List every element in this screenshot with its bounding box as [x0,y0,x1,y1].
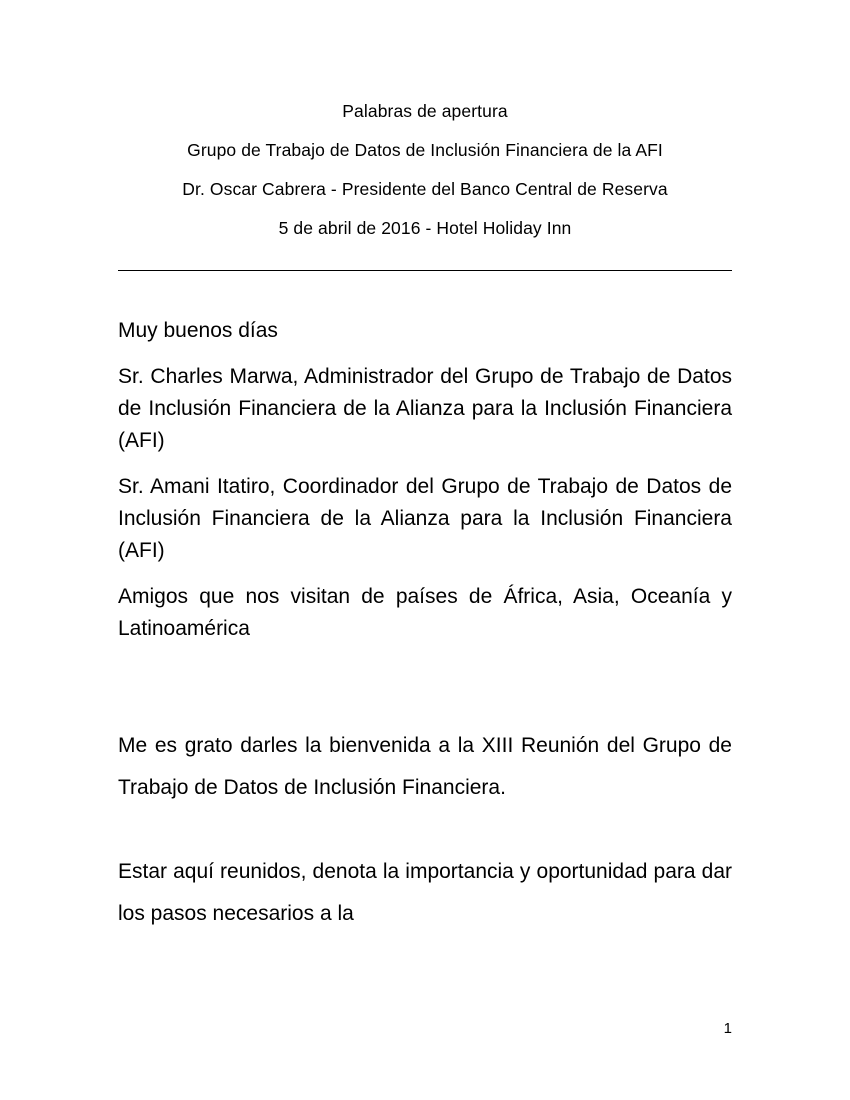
body-spacer-2 [118,809,732,851]
salutation-paragraph-2: Sr. Amani Itatiro, Coordinador del Grupo de Trabajo de Datos de Inclusión Financiera de la Alianza para la Inclusión Financiera (AFI) [118,475,732,562]
body-spacer-1 [118,659,732,725]
header-title-line-4: 5 de abril de 2016 - Hotel Holiday Inn [278,218,572,238]
welcome-paragraph: Me es grato darles la bienvenida a la XIII Reunión del Grupo de Trabajo de Datos de Inclusión Financiera. [118,734,732,799]
document-header [118,92,732,271]
header-title-line-1: Palabras de apertura [342,101,508,121]
header-title-line-2: Grupo de Trabajo de Datos de Inclusión Financiera de la AFI [187,140,663,160]
header-divider [118,270,732,271]
salutation-paragraph-1: Sr. Charles Marwa, Administrador del Grupo de Trabajo de Datos de Inclusión Financiera de la Alianza para la Inclusión Financiera (AFI) [118,365,732,452]
salutation-paragraph-3: Amigos que nos visitan de países de África, Asia, Oceanía y Latinoamérica [118,585,732,640]
page-number: 1 [723,1020,732,1037]
closing-paragraph: Estar aquí reunidos, denota la importancia y oportunidad para dar los pasos necesarios a la [118,860,732,925]
document-body [118,315,732,935]
greeting-paragraph: Muy buenos días [118,319,278,342]
header-title-line-3: Dr. Oscar Cabrera - Presidente del Banco Central de Reserva [182,179,668,199]
